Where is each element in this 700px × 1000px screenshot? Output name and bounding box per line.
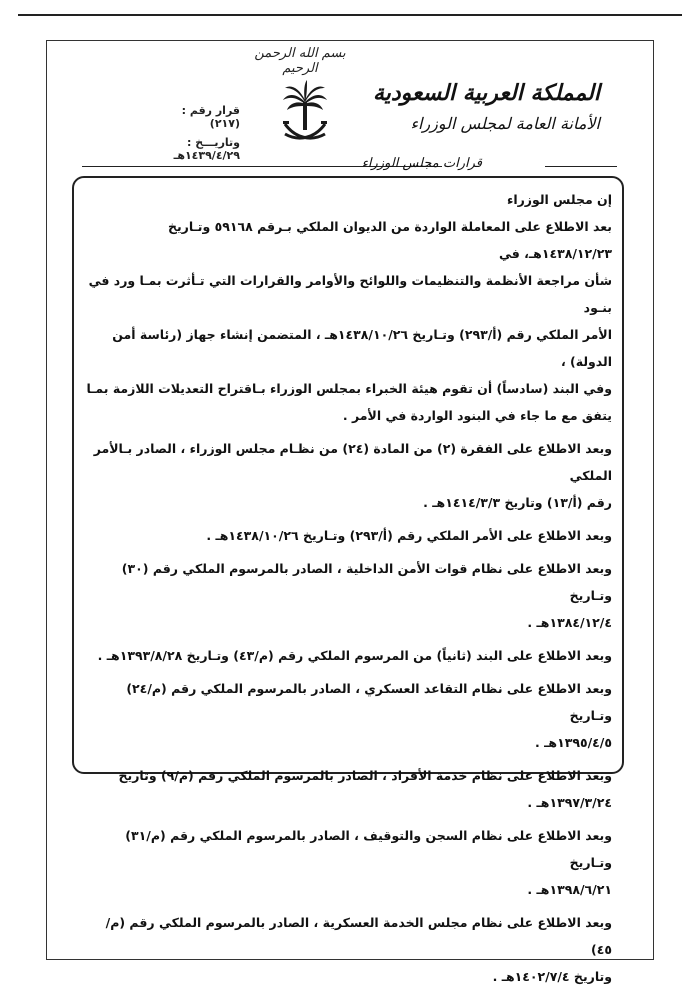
- palm-swords-emblem-icon: [281, 80, 329, 146]
- body-line: وفي البند (سادساً) أن تقوم هيئة الخبراء بمجلس الوزراء بـاقتراح التعديلات اللازمة بمـا: [86, 381, 612, 396]
- body-line: وبعد الاطلاع على نظام التقاعد العسكري ، الصادر بالمرسوم الملكي رقم (م/٢٤) وتـاريخ: [126, 681, 612, 723]
- body-line: ١٣٨٤/١٢/٤هـ .: [527, 615, 612, 630]
- body-line: وبعد الاطلاع على نظام قوات الأمن الداخلية ، الصادر بالمرسوم الملكي رقم (٣٠) وتـاريخ: [121, 561, 612, 603]
- body-line: شأن مراجعة الأنظمة والتنظيمات واللوائح والأوامر والقرارات التي تـأثرت بمـا ورد في بنـود: [88, 273, 612, 315]
- body-line: وبعد الاطلاع على الفقرة (٢) من المادة (٢٤) من نظـام مجلس الوزراء ، الصادر بـالأمر الملكي: [93, 441, 612, 483]
- top-rule: [18, 14, 682, 16]
- secretariat-name: الأمانة العامة لمجلس الوزراء: [410, 114, 600, 133]
- basmala: بسم الله الرحمن الرحيم: [254, 46, 346, 76]
- body-line: وتاريخ ١٤٠٢/٧/٤هـ .: [492, 969, 612, 984]
- body-line: الأمر الملكي رقم (أ/٢٩٣) وتـاريخ ١٤٣٨/١٠/٢٦هـ ، المتضمن إنشاء جهاز (رئاسة أمن الدولة) ،: [112, 327, 612, 369]
- decision-body: [86, 186, 612, 990]
- body-line: ١٣٩٥/٤/٥هـ .: [535, 735, 612, 750]
- body-line: يتفق مع ما جاء في البنود الواردة في الأمر .: [342, 408, 612, 423]
- body-line: وبعد الاطلاع على نظام مجلس الخدمة العسكرية ، الصادر بالمرسوم الملكي رقم (م/٤٥): [105, 915, 612, 957]
- kingdom-name: المملكة العربية السعودية: [372, 80, 600, 106]
- body-line: وبعد الاطلاع على الأمر الملكي رقم (أ/٢٩٣) وتـاريخ ١٤٣٨/١٠/٢٦هـ .: [206, 528, 612, 543]
- decision-number: قرار رقم : (٢١٧): [181, 104, 240, 130]
- body-line: وبعد الاطلاع على نظام خدمة الأفراد ، الصادر بالمرسوم الملكي رقم (م/٩) وتاريخ ١٣٩٧/٣/٢٤هـ .: [118, 768, 612, 810]
- body-line: ١٣٩٨/٦/٢١هـ .: [527, 882, 612, 897]
- body-line: بعد الاطلاع على المعاملة الواردة من الديوان الملكي بـرقم ٥٩١٦٨ وتـاريخ ١٤٣٨/١٢/٢٣هـ، في: [167, 219, 612, 261]
- body-line: رقم (أ/١٣) وتاريخ ١٤١٤/٣/٣هـ .: [423, 495, 612, 510]
- decisions-label: قرارات مجلس الوزراء: [361, 156, 482, 171]
- body-line: وبعد الاطلاع على البند (ثانياً) من المرسوم الملكي رقم (م/٤٣) وتـاريخ ١٣٩٣/٨/٢٨هـ .: [97, 648, 612, 663]
- decision-date: وتاريـــخ : ١٤٣٩/٤/٢٩هـ: [173, 136, 240, 162]
- body-line: وبعد الاطلاع على نظام السجن والتوقيف ، الصادر بالمرسوم الملكي رقم (م/٣١) وتـاريخ: [125, 828, 612, 870]
- decisions-rule-right: [545, 166, 617, 167]
- body-line: إن مجلس الوزراء: [506, 192, 612, 207]
